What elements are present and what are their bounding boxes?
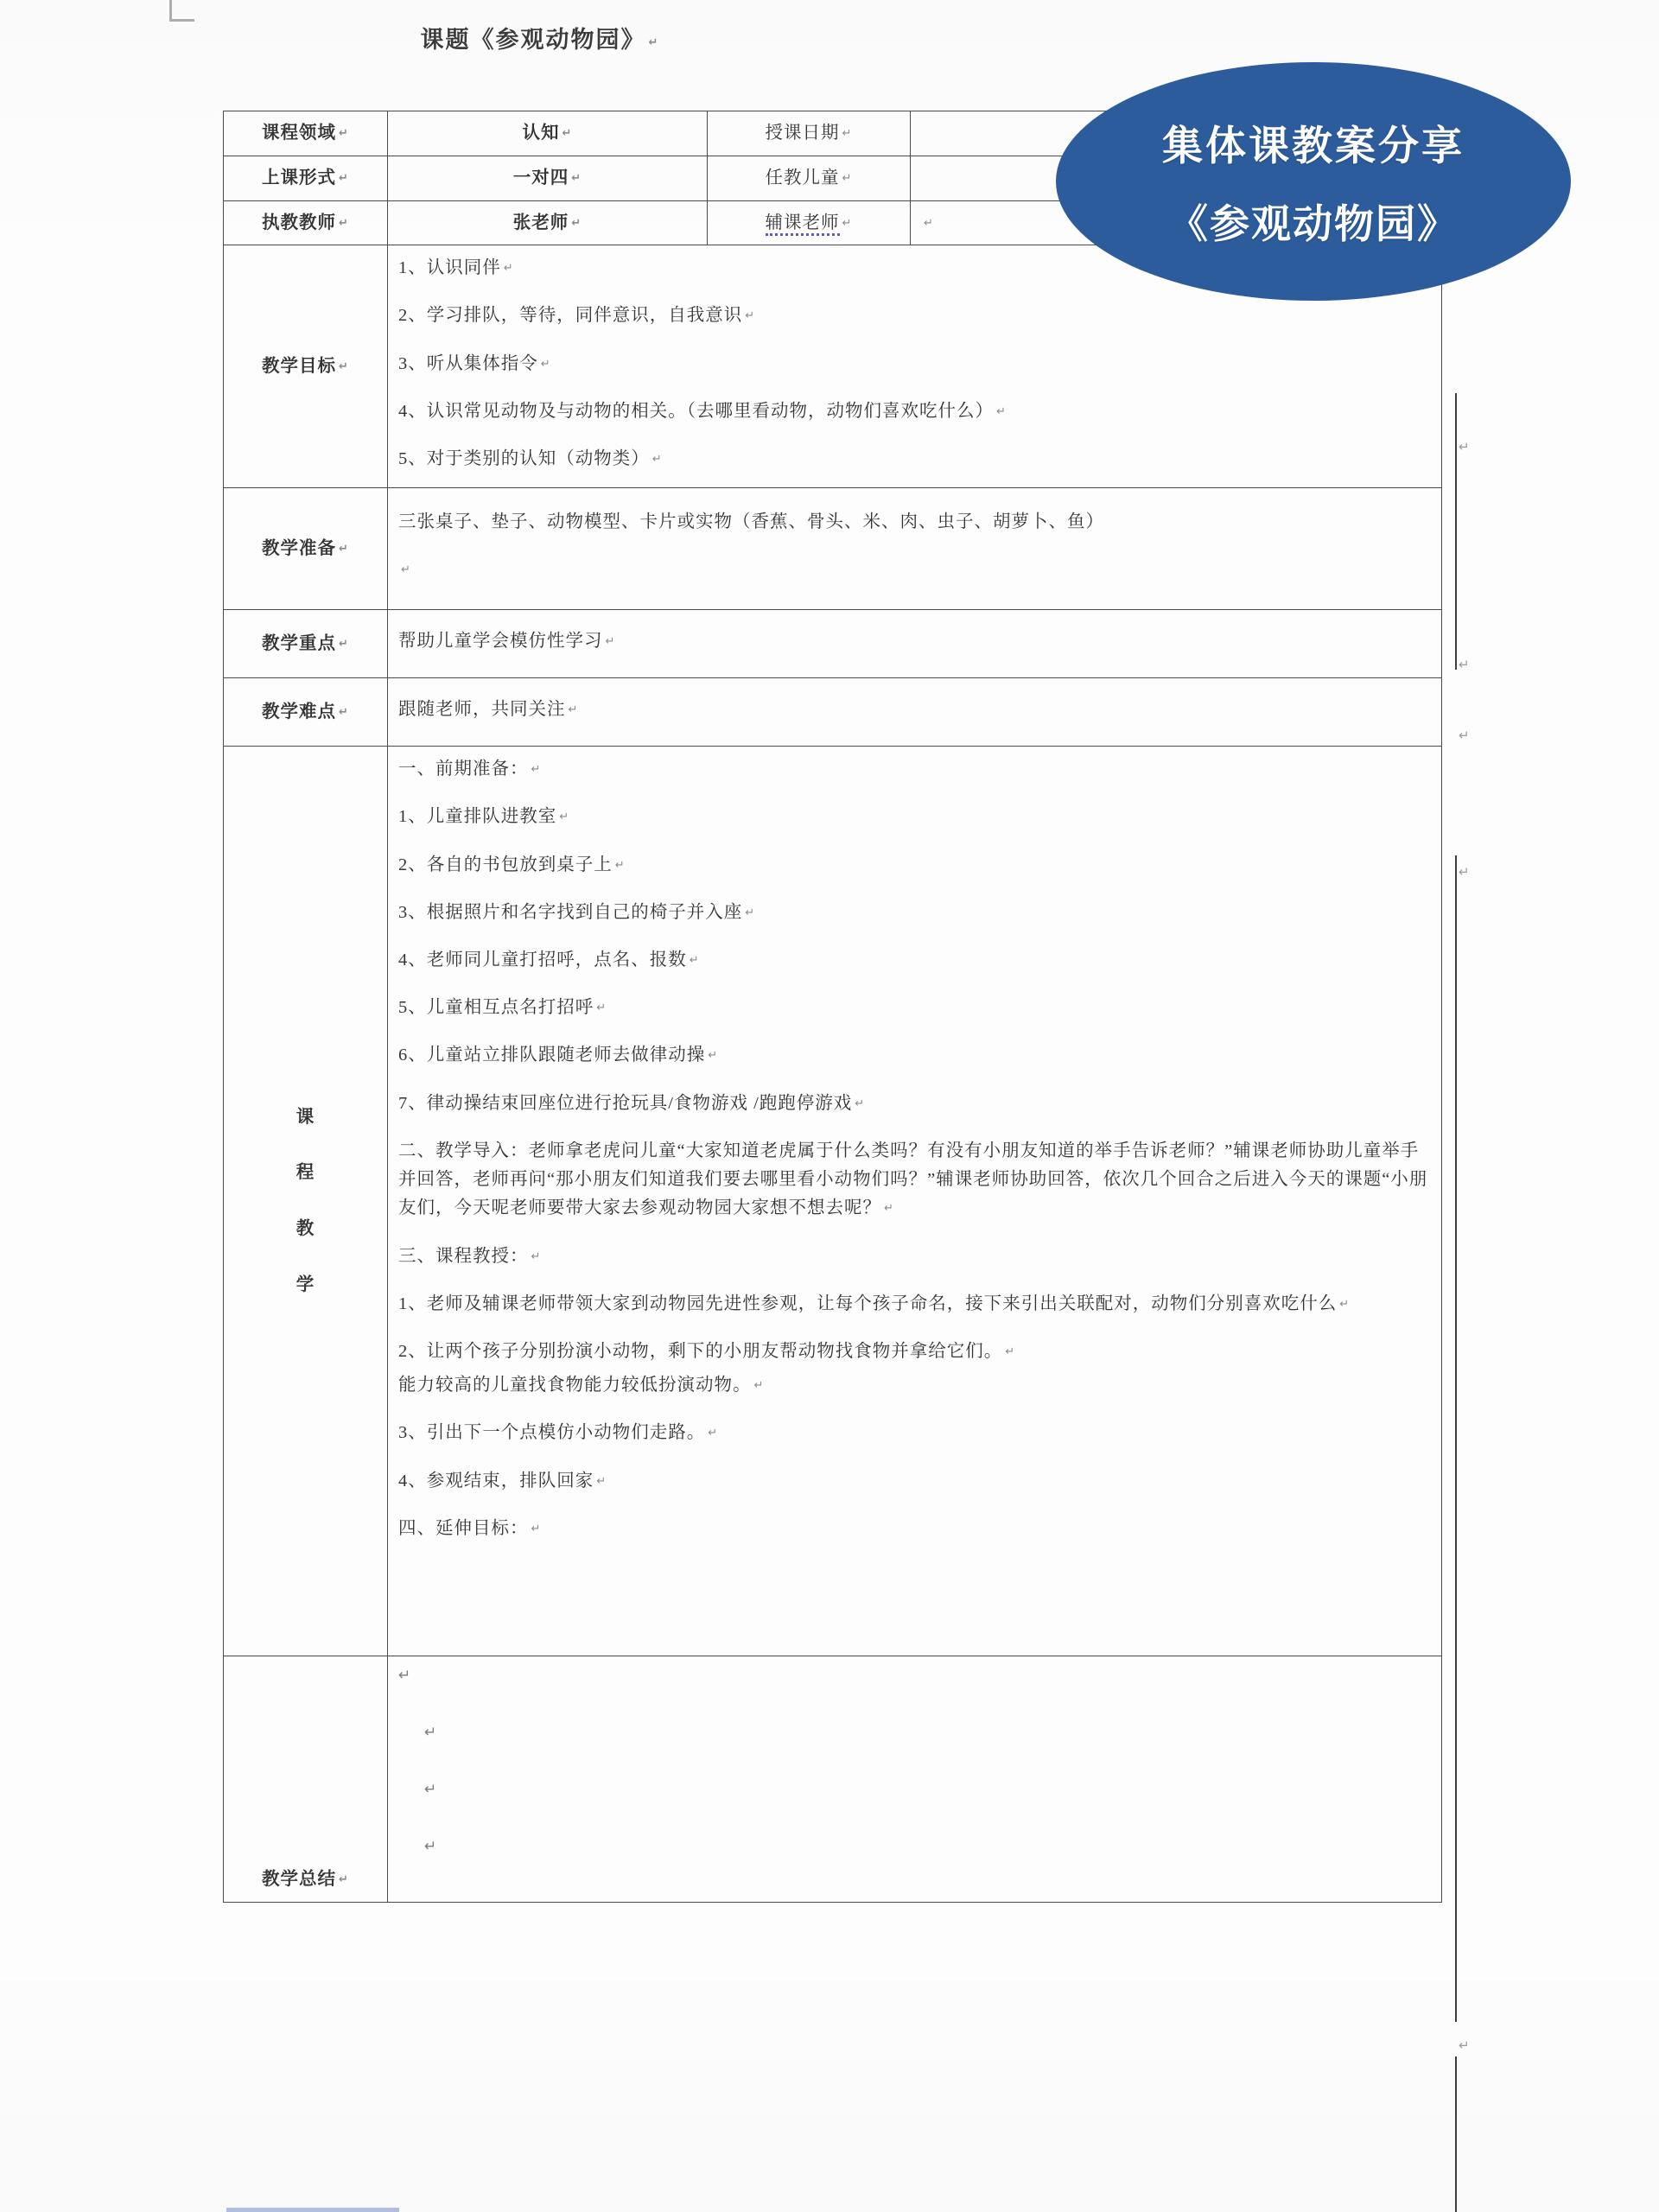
label-text: 教学难点 bbox=[262, 702, 337, 721]
pilcrow-mark: ↵ bbox=[339, 127, 349, 140]
stray-mark: ↵ bbox=[1459, 657, 1470, 672]
label-text: 任教儿童 bbox=[765, 168, 840, 188]
pilcrow-mark: ↵ bbox=[745, 906, 756, 919]
pilcrow-mark: ↵ bbox=[708, 1049, 719, 1063]
pilcrow-mark: ↵ bbox=[924, 216, 934, 230]
course-text: 三、课程教授： bbox=[398, 1246, 529, 1266]
field-value-difficult-point bbox=[388, 678, 1442, 747]
course-line bbox=[398, 1290, 1431, 1319]
table-edge-line bbox=[1455, 2056, 1457, 2212]
table-row-course-content bbox=[224, 747, 1442, 1656]
stray-mark: ↵ bbox=[1459, 2037, 1470, 2053]
field-value-class-format bbox=[388, 156, 708, 200]
label-text: 教学重点 bbox=[262, 633, 337, 653]
field-label-course-teaching bbox=[224, 747, 388, 1656]
pilcrow-mark: ↵ bbox=[531, 763, 542, 777]
badge-title: 集体课教案分享 bbox=[1162, 122, 1465, 168]
course-line bbox=[398, 851, 1431, 880]
label-text: 教学总结 bbox=[262, 1870, 337, 1890]
pilcrow-mark: ↵ bbox=[596, 1001, 607, 1015]
pilcrow-mark: ↵ bbox=[339, 359, 349, 373]
course-line bbox=[398, 1243, 1431, 1271]
summary-empty-line bbox=[398, 1779, 1431, 1836]
value-text: 张老师 bbox=[512, 213, 569, 232]
pilcrow-mark: ↵ bbox=[339, 705, 349, 719]
pilcrow-mark: ↵ bbox=[648, 36, 660, 49]
pilcrow-mark: ↵ bbox=[1005, 1344, 1016, 1358]
summary-empty-line bbox=[398, 1665, 1431, 1722]
summary-empty-line bbox=[398, 1722, 1431, 1779]
pilcrow-mark: ↵ bbox=[884, 1202, 894, 1216]
pilcrow-mark: ↵ bbox=[1339, 1297, 1351, 1311]
pilcrow-mark: ↵ bbox=[842, 171, 853, 185]
field-label-assistant-teacher bbox=[708, 200, 911, 245]
field-value-summary bbox=[388, 1656, 1442, 1902]
course-line bbox=[398, 1515, 1431, 1543]
stray-mark: ↵ bbox=[1459, 439, 1470, 454]
objective-text: 3、听从集体指令 bbox=[398, 353, 538, 373]
pilcrow-mark: ↵ bbox=[596, 1474, 607, 1488]
pilcrow-mark: ↵ bbox=[339, 171, 349, 185]
course-text: 2、各自的书包放到桌子上 bbox=[398, 855, 613, 874]
course-text: 3、根据照片和名字找到自己的椅子并入座 bbox=[398, 902, 743, 922]
field-label-preparation bbox=[224, 488, 388, 610]
label-text: 教学目标 bbox=[262, 356, 337, 376]
lesson-plan-table bbox=[223, 111, 1442, 1903]
badge-subtitle: 《参观动物园》 bbox=[1168, 201, 1459, 246]
course-text: 6、儿童站立排队跟随老师去做律动操 bbox=[398, 1046, 706, 1065]
course-text: 5、儿童相互点名打招呼 bbox=[398, 998, 594, 1018]
summary-empty-line bbox=[398, 1836, 1431, 1893]
badge-overlay bbox=[1056, 62, 1571, 301]
course-text: 二、教学导入：老师拿老虎问儿童“大家知道老虎属于什么类吗？有没有小朋友知道的举手告诉老师？”辅课老师协助儿童举手并回答，老师再问“那小朋友们知道我们要去哪里看小动物们吗？”辅课老师协助回答，依次几个回合之后进入今天的课题“小朋友们，今天呢老师要带大家去参观动物园大家想不想去呢？ bbox=[398, 1141, 1428, 1218]
preparation-text-line bbox=[398, 508, 1431, 537]
pilcrow-mark: ↵ bbox=[614, 858, 626, 872]
course-line bbox=[398, 1090, 1431, 1118]
table-edge-line bbox=[1455, 393, 1457, 670]
value-text: 认知 bbox=[522, 124, 560, 143]
course-line bbox=[398, 1371, 1431, 1400]
stray-mark: ↵ bbox=[1459, 864, 1470, 880]
course-text: 1、老师及辅课老师带领大家到动物园先进性参观，让每个孩子命名，接下来引出关联配对，动物们分别喜欢吃什么 bbox=[398, 1294, 1338, 1313]
objective-text: 2、学习排队，等待，同伴意识，自我意识 bbox=[398, 306, 743, 326]
vertical-label-char: 课 bbox=[296, 1107, 315, 1127]
label-text: 课程领域 bbox=[262, 124, 337, 143]
key-point-text: 帮助儿童学会模仿性学习 bbox=[398, 631, 603, 651]
field-value-key-point bbox=[388, 610, 1442, 678]
pilcrow-mark: ↵ bbox=[339, 1873, 349, 1887]
table-row-key-point bbox=[224, 610, 1442, 678]
pilcrow-mark: ↵ bbox=[568, 702, 579, 716]
label-text: 辅课老师 bbox=[766, 213, 840, 236]
difficult-point-text-line bbox=[398, 696, 1431, 724]
course-line bbox=[398, 1041, 1431, 1070]
course-line bbox=[398, 803, 1431, 831]
objective-item bbox=[398, 397, 1431, 426]
vertical-label-char: 程 bbox=[296, 1163, 315, 1183]
table-edge-line bbox=[1455, 855, 1457, 2022]
course-line-paragraph bbox=[398, 1137, 1431, 1224]
pilcrow-mark: ↵ bbox=[708, 1427, 719, 1440]
course-text: 4、参观结束，排队回家 bbox=[398, 1471, 594, 1491]
scan-artifact-mark bbox=[169, 0, 194, 22]
pilcrow-mark: ↵ bbox=[503, 262, 514, 276]
field-label-course-area bbox=[224, 111, 388, 156]
field-label-class-date bbox=[708, 111, 911, 156]
pilcrow-mark: ↵ bbox=[401, 563, 411, 577]
field-label-objectives bbox=[224, 245, 388, 488]
pilcrow-mark: ↵ bbox=[842, 216, 853, 230]
value-text: 一对四 bbox=[512, 168, 569, 188]
label-text: 教学准备 bbox=[262, 538, 337, 558]
pilcrow-mark: ↵ bbox=[571, 216, 582, 230]
vertical-label-char: 学 bbox=[296, 1274, 315, 1294]
field-value-lead-teacher bbox=[388, 200, 708, 245]
course-text: 2、让两个孩子分别扮演小动物，剩下的小朋友帮动物找食物并拿给它们。 bbox=[398, 1341, 1003, 1361]
table-row-difficult-point bbox=[224, 678, 1442, 747]
difficult-point-text: 跟随老师，共同关注 bbox=[398, 699, 566, 719]
pilcrow-mark: ↵ bbox=[398, 1666, 412, 1684]
label-text: 上课形式 bbox=[262, 168, 337, 188]
pilcrow-mark: ↵ bbox=[339, 542, 349, 556]
objective-item bbox=[398, 445, 1431, 474]
course-text: 四、延伸目标： bbox=[398, 1518, 529, 1538]
field-value-course-area bbox=[388, 111, 708, 156]
field-label-difficult-point bbox=[224, 678, 388, 747]
pilcrow-mark: ↵ bbox=[753, 1379, 765, 1393]
preparation-trailing-mark bbox=[398, 556, 1431, 584]
pilcrow-mark: ↵ bbox=[689, 954, 700, 968]
course-text: 3、引出下一个点模仿小动物们走路。 bbox=[398, 1423, 706, 1443]
pilcrow-mark: ↵ bbox=[652, 453, 663, 467]
preparation-text: 三张桌子、垫子、动物模型、卡片或实物（香蕉、骨头、米、肉、虫子、胡萝卜、鱼） bbox=[398, 512, 1104, 532]
course-text: 4、老师同儿童打招呼，点名、报数 bbox=[398, 950, 687, 970]
pilcrow-mark: ↵ bbox=[424, 1780, 438, 1798]
table-row-preparation bbox=[224, 488, 1442, 610]
course-text: 1、儿童排队进教室 bbox=[398, 807, 557, 827]
course-line bbox=[398, 1338, 1431, 1366]
pilcrow-mark: ↵ bbox=[996, 404, 1007, 418]
field-label-lead-teacher bbox=[224, 200, 388, 245]
scan-bottom-strip bbox=[226, 2208, 399, 2212]
pilcrow-mark: ↵ bbox=[540, 357, 551, 371]
pilcrow-mark: ↵ bbox=[424, 1723, 438, 1741]
course-line bbox=[398, 1467, 1431, 1496]
label-text: 授课日期 bbox=[765, 124, 840, 143]
pilcrow-mark: ↵ bbox=[571, 171, 582, 185]
objective-item bbox=[398, 302, 1431, 330]
objective-text: 4、认识常见动物及与动物的相关。（去哪里看动物，动物们喜欢吃什么） bbox=[398, 401, 994, 421]
course-line bbox=[398, 1419, 1431, 1447]
course-line bbox=[398, 994, 1431, 1022]
course-line bbox=[398, 946, 1431, 975]
course-text: 一、前期准备： bbox=[398, 760, 529, 779]
field-label-children bbox=[708, 156, 911, 200]
field-label-key-point bbox=[224, 610, 388, 678]
document-title bbox=[0, 21, 1080, 54]
field-value-preparation bbox=[388, 488, 1442, 610]
pilcrow-mark: ↵ bbox=[842, 127, 853, 140]
pilcrow-mark: ↵ bbox=[424, 1837, 438, 1855]
stray-mark: ↵ bbox=[1459, 728, 1470, 743]
course-line bbox=[398, 755, 1431, 784]
pilcrow-mark: ↵ bbox=[339, 216, 349, 230]
pilcrow-mark: ↵ bbox=[559, 810, 570, 824]
pilcrow-mark: ↵ bbox=[531, 1249, 542, 1263]
field-value-course-teaching bbox=[388, 747, 1442, 1656]
course-text: 能力较高的儿童找食物能力较低扮演动物。 bbox=[398, 1376, 752, 1395]
field-label-summary bbox=[224, 1656, 388, 1902]
document-title-prefix: 课题 bbox=[420, 27, 471, 53]
pilcrow-mark: ↵ bbox=[339, 637, 349, 651]
course-line bbox=[398, 899, 1431, 927]
key-point-text-line bbox=[398, 627, 1431, 656]
vertical-label-char: 教 bbox=[296, 1219, 315, 1239]
pilcrow-mark: ↵ bbox=[855, 1096, 866, 1110]
field-label-class-format bbox=[224, 156, 388, 200]
pilcrow-mark: ↵ bbox=[531, 1522, 542, 1535]
pilcrow-mark: ↵ bbox=[605, 634, 616, 648]
pilcrow-mark: ↵ bbox=[745, 309, 756, 323]
document-title-main: 《参观动物园》 bbox=[470, 27, 646, 53]
table-row-summary bbox=[224, 1656, 1442, 1902]
label-text: 执教教师 bbox=[262, 213, 337, 232]
objective-text: 1、认识同伴 bbox=[398, 258, 501, 278]
course-text: 7、律动操结束回座位进行抢玩具/食物游戏 /跑跑停游戏 bbox=[398, 1093, 853, 1113]
objective-text: 5、对于类别的认知（动物类） bbox=[398, 449, 650, 469]
objective-item bbox=[398, 350, 1431, 378]
pilcrow-mark: ↵ bbox=[562, 127, 573, 140]
